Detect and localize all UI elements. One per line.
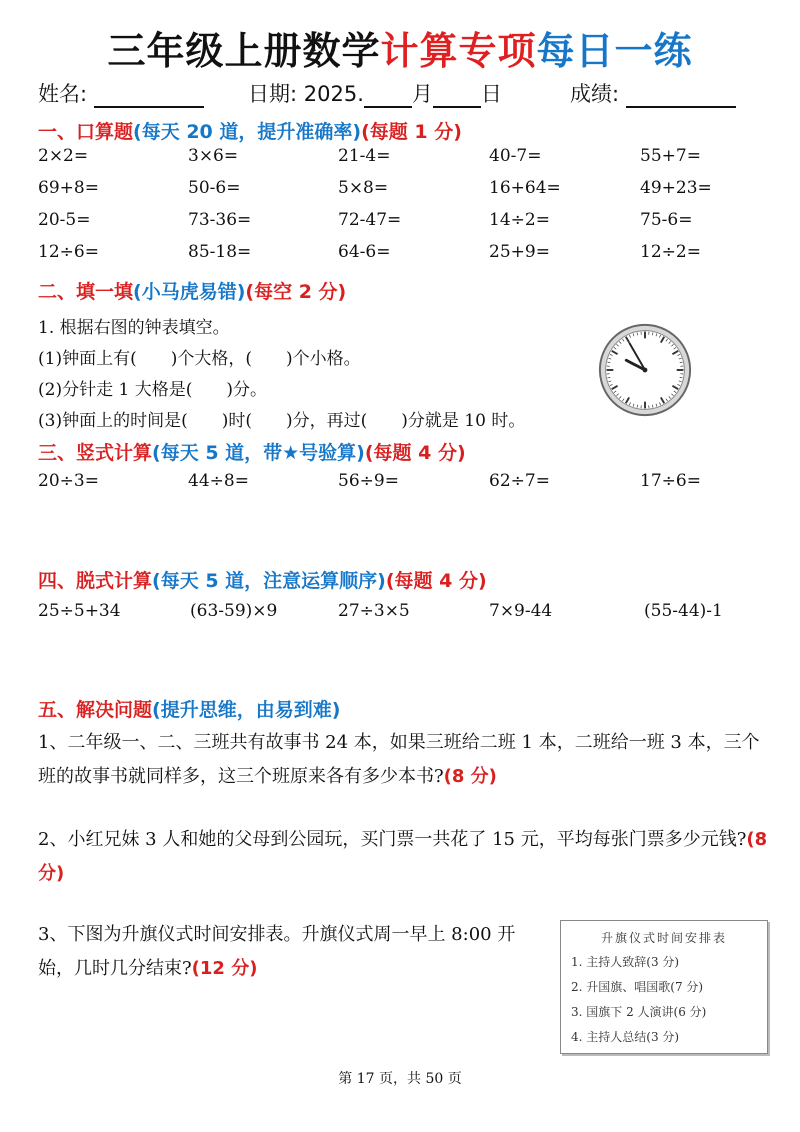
fill-line-1: (1)钟面上有( )个大格，( )个小格。 bbox=[38, 349, 361, 369]
oral-calc-problem: 64-6= bbox=[338, 242, 391, 262]
step-problem: (63-59)×9 bbox=[190, 601, 278, 621]
score-blank bbox=[626, 84, 736, 108]
oral-calc-problem: 72-47= bbox=[338, 210, 402, 230]
word-problem-2: 2、小红兄妹 3 人和她的父母到公园玩，买门票一共花了 15 元，平均每张门票多少元钱?(8 分) bbox=[38, 829, 768, 884]
oral-calc-problem: 75-6= bbox=[640, 210, 693, 230]
title-part-1: 三年级上册数学 bbox=[107, 29, 381, 73]
oral-calc-row bbox=[38, 242, 778, 272]
vertical-problem: 20÷3= bbox=[38, 471, 99, 491]
oral-calc-problem: 40-7= bbox=[489, 146, 542, 166]
score-field: 成绩: bbox=[570, 78, 736, 108]
section-1-heading: 一、口算题(每天 20 道，提升准确率)(每题 1 分) bbox=[38, 121, 462, 143]
oral-calc-problem: 21-4= bbox=[338, 146, 391, 166]
fill-line-2: (2)分针走 1 大格是( )分。 bbox=[38, 380, 267, 400]
section-4-heading: 四、脱式计算(每天 5 道，注意运算顺序)(每题 4 分) bbox=[38, 570, 487, 592]
title-part-2: 计算专项 bbox=[380, 29, 537, 73]
fill-line-3: (3)钟面上的时间是( )时( )分，再过( )分就是 10 时。 bbox=[38, 411, 526, 431]
student-info-row bbox=[38, 78, 768, 112]
title-part-3: 每日一练 bbox=[536, 29, 693, 73]
points-label: (12 分) bbox=[191, 958, 258, 979]
vertical-problem: 56÷9= bbox=[338, 471, 399, 491]
step-problem: 7×9-44 bbox=[489, 601, 553, 621]
date-field: 日期: 2025. 月 日 bbox=[248, 82, 502, 106]
section-5-heading: 五、解决问题(提升思维，由易到难) bbox=[38, 699, 341, 721]
oral-calc-problem: 55+7= bbox=[640, 146, 701, 166]
fill-line-intro: 1. 根据右图的钟表填空。 bbox=[38, 318, 230, 338]
oral-calc-problem: 2×2= bbox=[38, 146, 89, 166]
section-3-problems bbox=[38, 471, 778, 501]
step-problem: 25÷5+34 bbox=[38, 601, 121, 621]
schedule-title: 升旗仪式时间安排表 bbox=[600, 931, 727, 945]
clock-center bbox=[643, 368, 648, 373]
oral-calc-problem: 85-18= bbox=[188, 242, 252, 262]
oral-calc-problem: 50-6= bbox=[188, 178, 241, 198]
oral-calc-problem: 12÷6= bbox=[38, 242, 99, 262]
oral-calc-problem: 20-5= bbox=[38, 210, 91, 230]
schedule-item: 1. 主持人致辞(3 分) bbox=[571, 955, 680, 969]
oral-calc-problem: 16+64= bbox=[489, 178, 561, 198]
step-problem: 27÷3×5 bbox=[338, 601, 410, 621]
word-problem-3: 3、下图为升旗仪式时间安排表。升旗仪式周一早上 8:00 开始，几时几分结束?(12 分) bbox=[38, 924, 516, 979]
step-problem: (55-44)-1 bbox=[644, 601, 723, 621]
oral-calc-problem: 73-36= bbox=[188, 210, 252, 230]
oral-calc-problem: 3×6= bbox=[188, 146, 239, 166]
section-2-heading: 二、填一填(小马虎易错)(每空 2 分) bbox=[38, 281, 347, 303]
oral-calc-problem: 5×8= bbox=[338, 178, 389, 198]
month-blank bbox=[364, 84, 412, 108]
points-label: (8 分) bbox=[443, 766, 497, 787]
day-blank bbox=[433, 84, 481, 108]
vertical-problem: 44÷8= bbox=[188, 471, 249, 491]
name-field: 姓名: bbox=[38, 78, 204, 108]
points-label: (8 分) bbox=[38, 829, 768, 884]
oral-calc-row bbox=[38, 210, 778, 240]
vertical-problem: 62÷7= bbox=[489, 471, 550, 491]
schedule-item: 4. 主持人总结(3 分) bbox=[571, 1030, 680, 1044]
page-title bbox=[0, 20, 800, 75]
section-3-heading: 三、竖式计算(每天 5 道，带★号验算)(每题 4 分) bbox=[38, 442, 466, 464]
oral-calc-problem: 69+8= bbox=[38, 178, 99, 198]
oral-calc-row bbox=[38, 178, 778, 208]
name-blank bbox=[94, 84, 204, 108]
schedule-item: 3. 国旗下 2 人演讲(6 分) bbox=[571, 1005, 707, 1019]
oral-calc-problem: 25+9= bbox=[489, 242, 550, 262]
vertical-problem: 17÷6= bbox=[640, 471, 701, 491]
oral-calc-problem: 12÷2= bbox=[640, 242, 701, 262]
clock-illustration bbox=[597, 322, 693, 418]
word-problem-1: 1、二年级一、二、三班共有故事书 24 本，如果三班给二班 1 本，二班给一班 3 本，三个班的故事书就同样多，这三个班原来各有多少本书?(8 分) bbox=[38, 732, 760, 787]
schedule-item: 2. 升国旗、唱国歌(7 分) bbox=[571, 980, 704, 994]
flag-ceremony-schedule bbox=[560, 920, 768, 1054]
section-4-problems bbox=[38, 601, 778, 631]
oral-calc-row bbox=[38, 146, 778, 176]
oral-calc-problem: 14÷2= bbox=[489, 210, 550, 230]
page-footer: 第 17 页，共 50 页 bbox=[338, 1071, 462, 1087]
oral-calc-problem: 49+23= bbox=[640, 178, 712, 198]
